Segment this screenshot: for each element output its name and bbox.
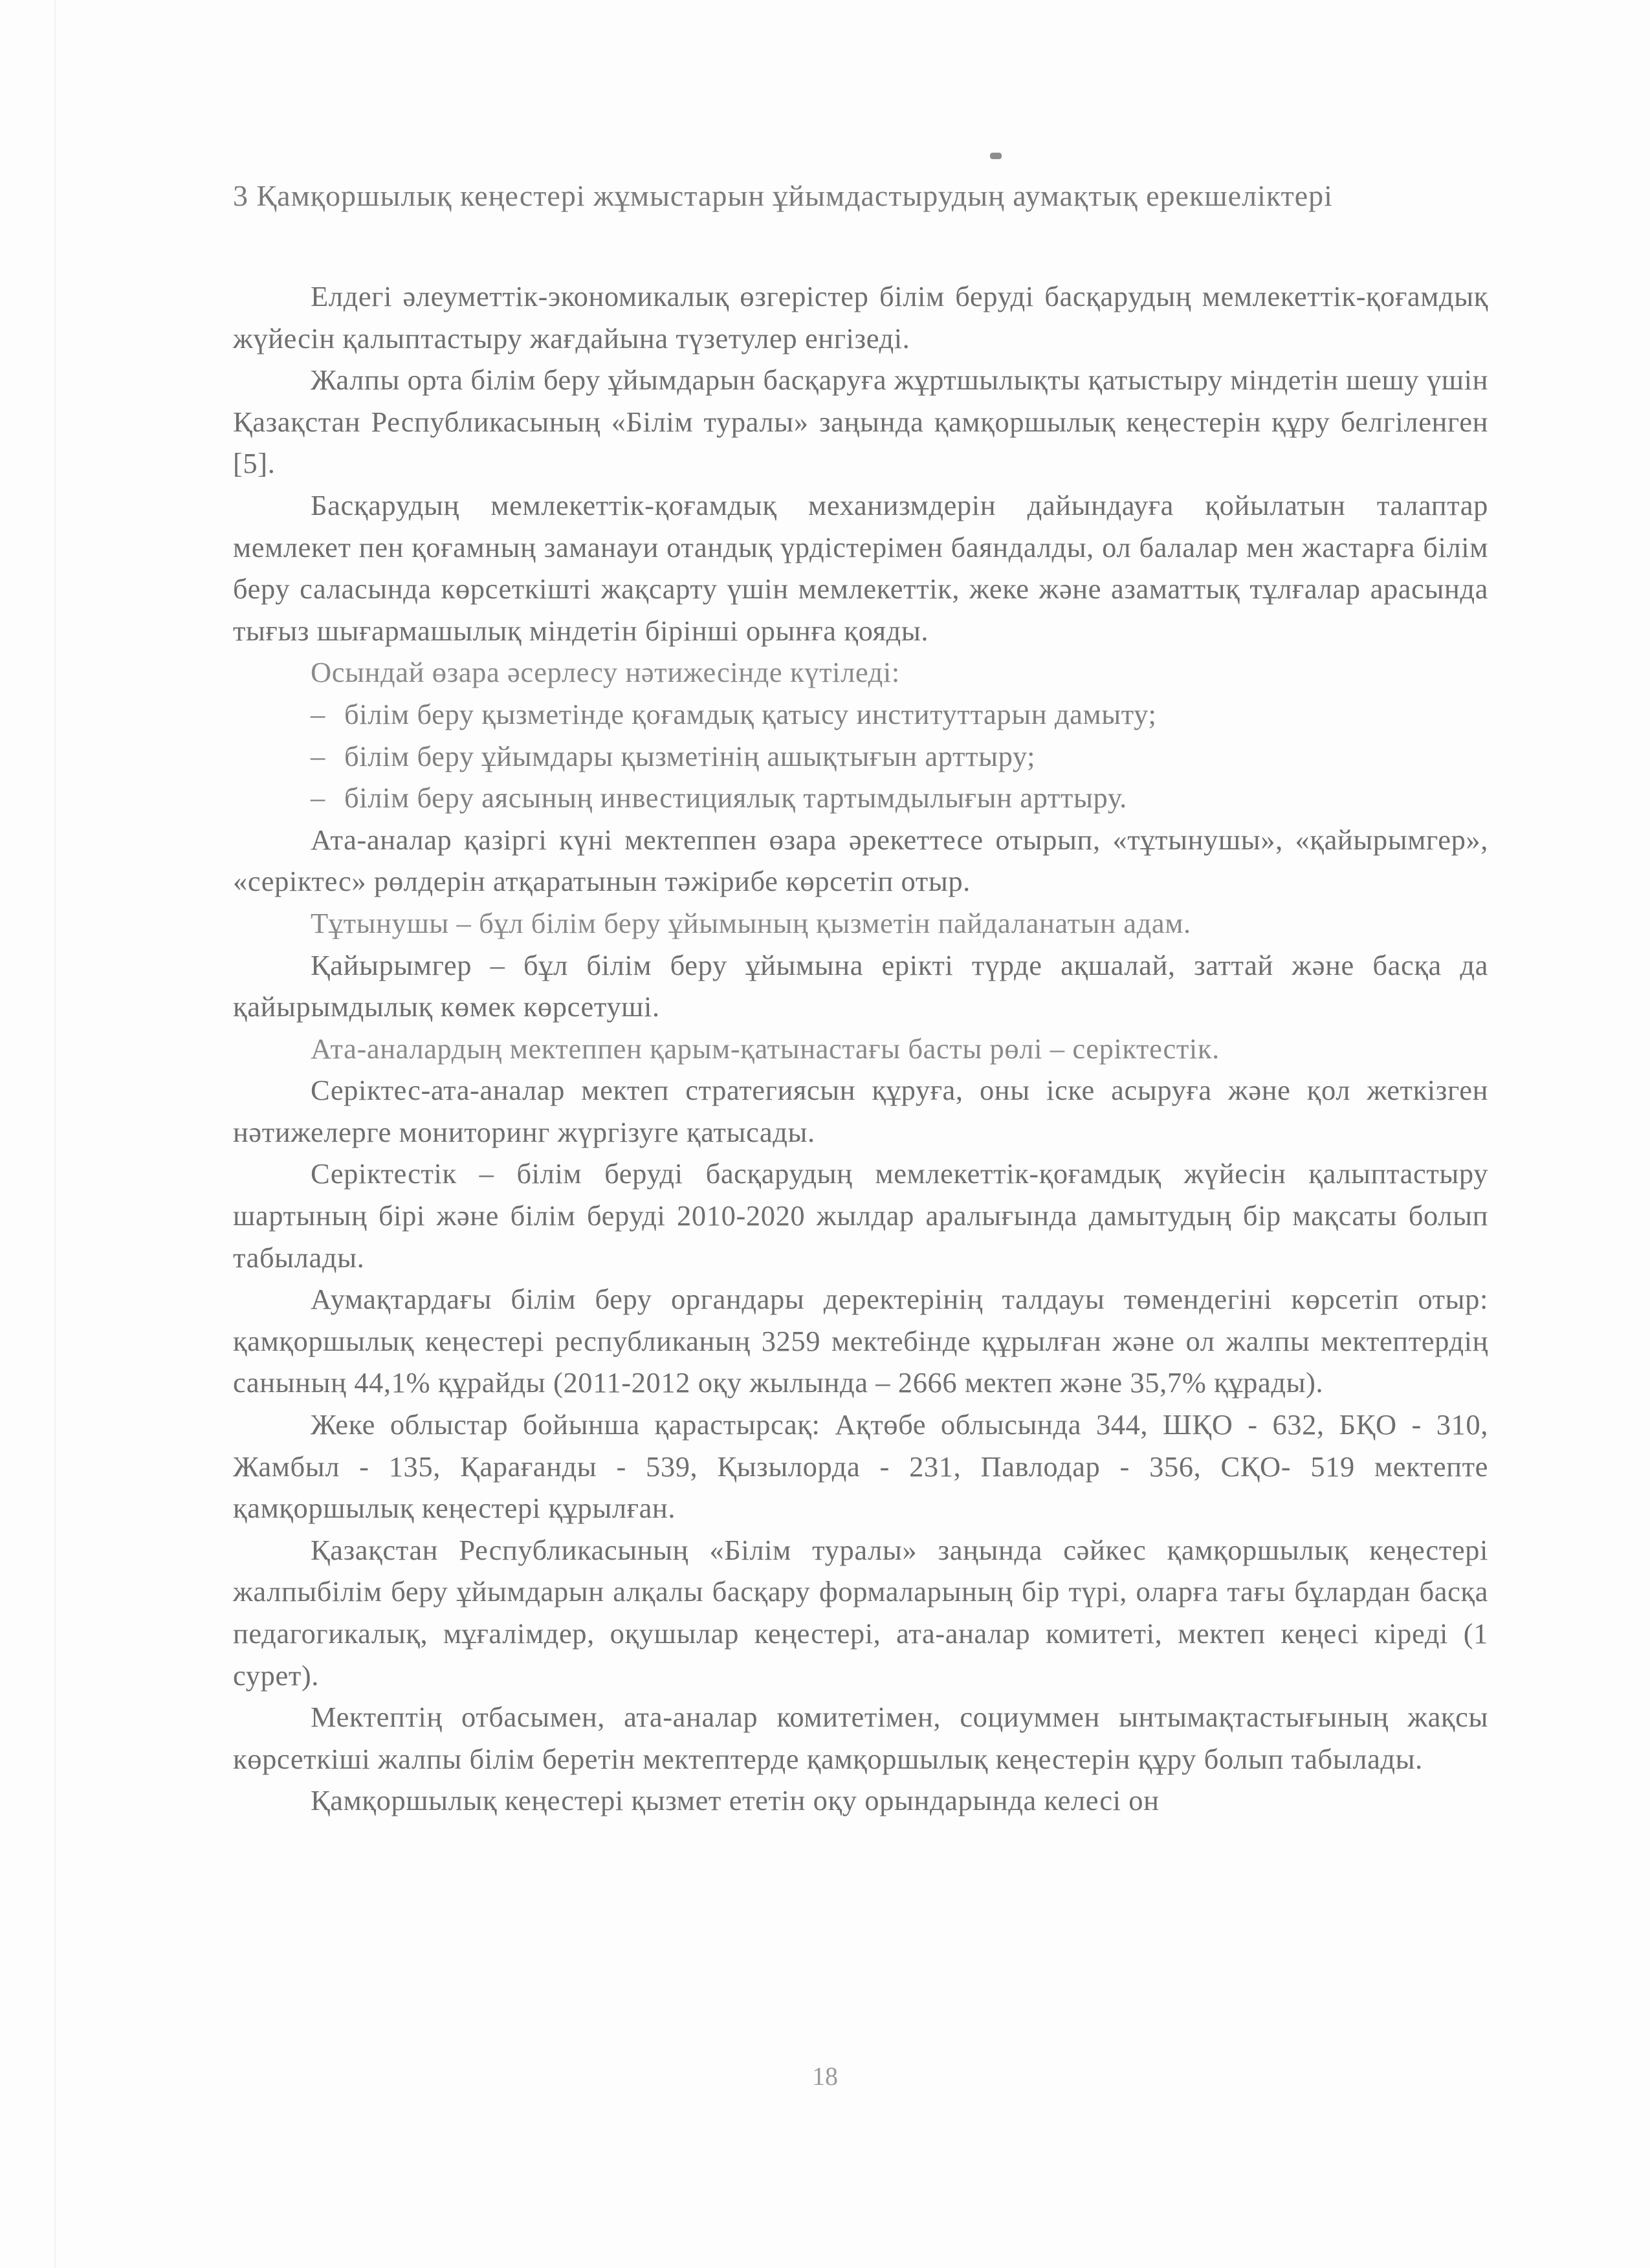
paragraph: Ата-аналар қазіргі күні мектеппен өзара әрекеттесе отырып, «тұтынушы», «қайырымгер», «серіктес» рөлдерін атқаратынын тәжірибе көрсетіп отыр. <box>233 823 1488 898</box>
paragraph: Басқарудың мемлекеттік-қоғамдық механизмдерін дайындауға қойылатын талаптар мемлекет пен қоғамның заманауи отандық үрдістерімен баяндалды, ол балалар мен жастарға білім беру саласында көрсеткішті жақсарту үшін мемлекеттік, жеке және азаматтық тұлғалар арасында тығыз шығармашылық міндетін бірінші орынға қояды. <box>233 488 1488 647</box>
paragraph: Тұтынушы – бұл білім беру ұйымының қызметін пайдаланатын адам. <box>311 906 1191 939</box>
page-number: 18 <box>812 2062 838 2091</box>
paragraph: Қамқоршылық кеңестері қызмет ететін оқу орындарында келесі он <box>311 1784 1160 1817</box>
list-item: – білім беру қызметінде қоғамдық қатысу институттарын дамыту; <box>311 697 1157 730</box>
document-body <box>233 173 1488 1822</box>
list-item: – білім беру аясының инвестициялық тартымдылығын арттыру. <box>311 781 1127 814</box>
paragraph: Қайырымгер – бұл білім беру ұйымына ерікті түрде ақшалай, заттай және басқа да қайырымдылық көмек көрсетуші. <box>233 948 1488 1023</box>
paragraph: Қазақстан Республикасының «Білім туралы» заңында сәйкес қамқоршылық кеңестері жалпыбілім беру ұйымдарын алқалы басқару формаларының бір түрі, оларға тағы бұлардан басқа педагогикалық, мұғалімдер, оқушылар кеңестері, ата-аналар комитеті, мектеп кеңесі кіреді (1 сурет). <box>233 1533 1488 1692</box>
list-item: – білім беру ұйымдары қызметінің ашықтығын арттыру; <box>311 739 1036 772</box>
scan-speck <box>990 153 1002 159</box>
paragraph: Мектептің отбасымен, ата-аналар комитетімен, социуммен ынтымақтастығының жақсы көрсеткіші жалпы білім беретін мектептерде қамқоршылық кеңестерін құру болып табылады. <box>233 1701 1488 1775</box>
paragraph: Ата-аналардың мектеппен қарым-қатынастағы басты рөлі – серіктестік. <box>311 1032 1220 1065</box>
section-heading: 3 Қамқоршылық кеңестері жұмыстарын ұйымдастырудың аумақтық ерекшеліктері <box>233 179 1333 212</box>
list-item-text: білім беру қызметінде қоғамдық қатысу институттарын дамыту; <box>344 697 1157 730</box>
scan-edge-shadow <box>54 0 56 2268</box>
paragraph: Аумақтардағы білім беру органдары деректерінің талдауы төмендегіні көрсетіп отыр: қамқоршылық кеңестері республиканың 3259 мектебінде құрылған және ол жалпы мектептердің санының 44,1% құрайды (2011-2012 оқу жылында – 2666 мектеп және 35,7% құрады). <box>233 1283 1488 1399</box>
paragraph: Елдегі әлеуметтік-экономикалық өзгерістер білім беруді басқарудың мемлекеттік-қоғамдық жүйесін қалыптастыру жағдайына түзетулер енгізеді. <box>233 280 1488 354</box>
paragraph: Серіктестік – білім беруді басқарудың мемлекеттік-қоғамдық жүйесін қалыптастыру шартының бірі және білім беруді 2010-2020 жылдар аралығында дамытудың бір мақсаты болып табылады. <box>233 1157 1488 1274</box>
paragraph: Жалпы орта білім беру ұйымдарын басқаруға жұртшылықты қатыстыру міндетін шешу үшін Қазақстан Республикасының «Білім туралы» заңында қамқоршылық кеңестерін құру белгіленген [5]. <box>233 364 1488 480</box>
paragraph: Осындай өзара әсерлесу нәтижесінде күтіледі: <box>311 656 900 689</box>
paragraph: Серіктес-ата-аналар мектеп стратегиясын құруға, оны іске асыруға және қол жеткізген нәтижелерге мониторинг жүргізуге қатысады. <box>233 1074 1488 1148</box>
list-item-text: білім беру ұйымдары қызметінің ашықтығын арттыру; <box>344 739 1036 772</box>
paragraph: Жеке облыстар бойынша қарастырсақ: Ақтөбе облысында 344, ШҚО - 632, БҚО - 310, Жамбыл - 135, Қарағанды - 539, Қызылорда - 231, Павлодар - 356, СҚО- 519 мектепте қамқоршылық кеңестері құрылған. <box>233 1408 1488 1525</box>
list-item-text: білім беру аясының инвестициялық тартымдылығын арттыру. <box>344 781 1127 814</box>
